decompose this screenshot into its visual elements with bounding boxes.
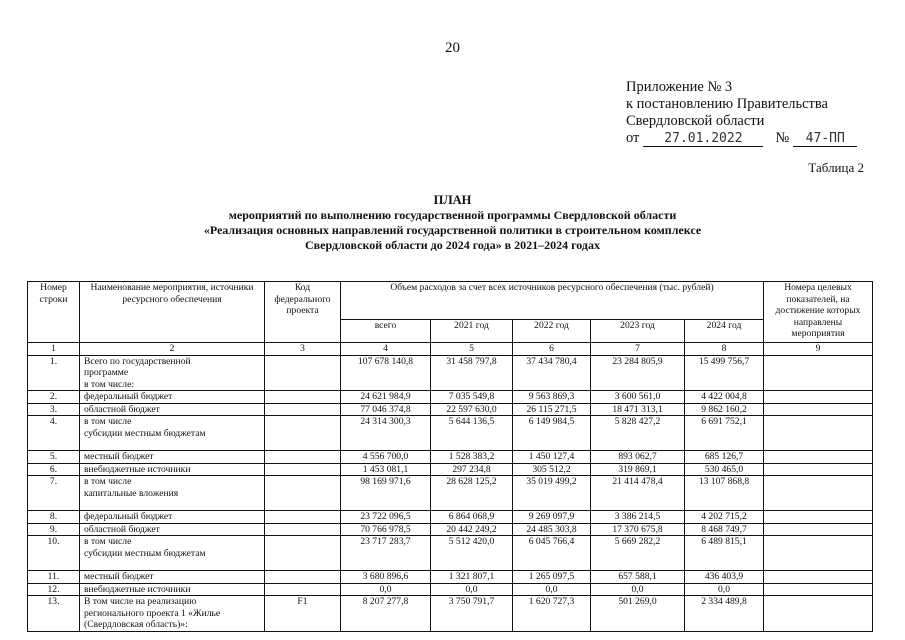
resolution-number: 47-ПП [793,132,857,147]
appendix-line3: Свердловской области [626,113,765,129]
appendix-line2: к постановлению Правительства [626,96,828,112]
header-2024: 2024 год [685,320,764,343]
project-code-cell [265,511,341,524]
year-2021-cell: 22 597 630,0 [431,403,513,416]
header-row-number: Номер строки [28,282,80,343]
total-cell: 77 046 374,8 [341,403,431,416]
total-cell: 24 621 984,9 [341,391,431,404]
appendix-line1: Приложение № 3 [626,79,733,95]
total-cell: 0,0 [341,583,431,596]
column-number: 1 [28,343,80,356]
row-name-cell: в том числе субсидии местным бюджетам [80,416,265,451]
title-line2: мероприятий по выполнению государственной программы Свердловской области [228,208,677,222]
table-row [28,416,873,451]
appendix-block [626,79,857,147]
year-2021-cell: 31 458 797,8 [431,355,513,391]
project-code-cell [265,536,341,571]
year-2023-cell: 0,0 [591,583,685,596]
year-2022-cell: 24 485 303,8 [513,523,591,536]
targets-cell [764,391,873,404]
table-row [28,403,873,416]
total-cell: 1 453 081,1 [341,463,431,476]
row-number-cell: 8. [28,511,80,524]
year-2023-cell: 21 414 478,4 [591,476,685,511]
targets-cell [764,476,873,511]
header-2021: 2021 год [431,320,513,343]
total-cell: 98 169 971,6 [341,476,431,511]
column-number: 4 [341,343,431,356]
row-number-cell: 10. [28,536,80,571]
total-cell: 23 722 096,5 [341,511,431,524]
table-row [28,511,873,524]
year-2023-cell: 3 386 214,5 [591,511,685,524]
year-2024-cell: 13 107 868,8 [685,476,764,511]
project-code-cell [265,571,341,584]
year-2024-cell: 4 422 004,8 [685,391,764,404]
row-number-cell: 9. [28,523,80,536]
table-row [28,571,873,584]
project-code-cell: F1 [265,596,341,632]
row-name-cell: Всего по государственной программе в том числе: [80,355,265,391]
year-2024-cell: 4 202 715,2 [685,511,764,524]
header-name: Наименование мероприятия, источники ресурсного обеспечения [80,282,265,343]
table-row [28,476,873,511]
year-2024-cell: 15 499 756,7 [685,355,764,391]
row-name-cell: областной бюджет [80,523,265,536]
plan-table-body [28,355,873,631]
year-2021-cell: 20 442 249,2 [431,523,513,536]
year-2021-cell: 7 035 549,8 [431,391,513,404]
project-code-cell [265,391,341,404]
year-2022-cell: 1 265 097,5 [513,571,591,584]
header-code: Код федерального проекта [265,282,341,343]
year-2021-cell: 1 321 807,1 [431,571,513,584]
header-2023: 2023 год [591,320,685,343]
row-name-cell: в том числе субсидии местным бюджетам [80,536,265,571]
header-2022: 2022 год [513,320,591,343]
row-name-cell: внебюджетные источники [80,463,265,476]
column-number: 8 [685,343,764,356]
year-2024-cell: 2 334 489,8 [685,596,764,632]
title-line3: «Реализация основных направлений государственной политики в строительном комплексе [203,223,702,237]
year-2021-cell: 5 512 420,0 [431,536,513,571]
year-2023-cell: 893 062,7 [591,451,685,464]
header-volume: Объем расходов за счет всех источников ресурсного обеспечения (тыс. рублей) [341,282,764,320]
year-2024-cell: 6 691 752,1 [685,416,764,451]
year-2023-cell: 5 828 427,2 [591,416,685,451]
targets-cell [764,523,873,536]
year-2024-cell: 685 126,7 [685,451,764,464]
row-number-cell: 13. [28,596,80,632]
total-cell: 3 680 896,6 [341,571,431,584]
year-2023-cell: 5 669 282,2 [591,536,685,571]
year-2022-cell: 6 149 984,5 [513,416,591,451]
year-2023-cell: 657 588,1 [591,571,685,584]
page-number: 20 [445,40,460,56]
year-2024-cell: 8 468 749,7 [685,523,764,536]
year-2023-cell: 501 269,0 [591,596,685,632]
table-row [28,451,873,464]
row-number-cell: 6. [28,463,80,476]
table-row [28,523,873,536]
year-2023-cell: 319 869,1 [591,463,685,476]
year-2021-cell: 0,0 [431,583,513,596]
column-number: 6 [513,343,591,356]
year-2022-cell: 305 512,2 [513,463,591,476]
year-2022-cell: 6 045 766,4 [513,536,591,571]
header-total: всего [341,320,431,343]
project-code-cell [265,403,341,416]
row-name-cell: федеральный бюджет [80,391,265,404]
title-line4: Свердловской области до 2024 года» в 2021–2024 годах [305,238,600,252]
row-number-cell: 5. [28,451,80,464]
row-name-cell: областной бюджет [80,403,265,416]
row-number-cell: 11. [28,571,80,584]
row-name-cell: местный бюджет [80,451,265,464]
year-2022-cell: 35 019 499,2 [513,476,591,511]
appendix-signature-line [626,130,857,147]
row-name-cell: в том числе капитальные вложения [80,476,265,511]
year-2024-cell: 436 403,9 [685,571,764,584]
column-number: 3 [265,343,341,356]
row-number-cell: 2. [28,391,80,404]
project-code-cell [265,416,341,451]
row-number-cell: 3. [28,403,80,416]
project-code-cell [265,476,341,511]
year-2022-cell: 1 450 127,4 [513,451,591,464]
year-2023-cell: 3 600 561,0 [591,391,685,404]
column-number-row [28,343,873,356]
targets-cell [764,355,873,391]
column-number: 9 [764,343,873,356]
targets-cell [764,536,873,571]
year-2022-cell: 9 269 097,9 [513,511,591,524]
title-line1: ПЛАН [433,193,472,207]
targets-cell [764,596,873,632]
column-number: 7 [591,343,685,356]
resolution-date: 27.01.2022 [643,132,763,147]
year-2021-cell: 6 864 068,9 [431,511,513,524]
total-cell: 70 766 978,5 [341,523,431,536]
total-cell: 24 314 300,3 [341,416,431,451]
row-number-cell: 12. [28,583,80,596]
year-2022-cell: 37 434 780,4 [513,355,591,391]
plan-table [27,281,873,632]
total-cell: 23 717 283,7 [341,536,431,571]
targets-cell [764,416,873,451]
table-row [28,596,873,632]
year-2024-cell: 6 489 815,1 [685,536,764,571]
table-name: Таблица 2 [808,160,864,175]
total-cell: 107 678 140,8 [341,355,431,391]
project-code-cell [265,463,341,476]
targets-cell [764,583,873,596]
row-number-cell: 1. [28,355,80,391]
year-2023-cell: 18 471 313,1 [591,403,685,416]
project-code-cell [265,451,341,464]
project-code-cell [265,583,341,596]
row-name-cell: внебюджетные источники [80,583,265,596]
year-2021-cell: 1 528 383,2 [431,451,513,464]
column-number: 5 [431,343,513,356]
year-2023-cell: 23 284 805,9 [591,355,685,391]
year-2022-cell: 9 563 869,3 [513,391,591,404]
targets-cell [764,451,873,464]
project-code-cell [265,355,341,391]
targets-cell [764,571,873,584]
year-2022-cell: 0,0 [513,583,591,596]
total-cell: 8 207 277,8 [341,596,431,632]
number-label: № [775,130,790,146]
targets-cell [764,403,873,416]
row-number-cell: 7. [28,476,80,511]
row-number-cell: 4. [28,416,80,451]
table-row [28,583,873,596]
table-row [28,463,873,476]
table-row [28,391,873,404]
row-name-cell: В том числе на реализацию регионального проекта 1 «Жилье (Свердловская область)»: [80,596,265,632]
year-2021-cell: 297 234,8 [431,463,513,476]
year-2021-cell: 3 750 791,7 [431,596,513,632]
year-2024-cell: 530 465,0 [685,463,764,476]
targets-cell [764,511,873,524]
year-2021-cell: 5 644 136,5 [431,416,513,451]
year-2024-cell: 9 862 160,2 [685,403,764,416]
header-targets: Номера целевых показателей, на достижение которых направлены мероприятия [764,282,873,343]
document-title [0,193,905,253]
row-name-cell: федеральный бюджет [80,511,265,524]
year-2023-cell: 17 370 675,8 [591,523,685,536]
year-2021-cell: 28 628 125,2 [431,476,513,511]
targets-cell [764,463,873,476]
year-2024-cell: 0,0 [685,583,764,596]
year-2022-cell: 1 620 727,3 [513,596,591,632]
row-name-cell: местный бюджет [80,571,265,584]
column-number: 2 [80,343,265,356]
year-2022-cell: 26 115 271,5 [513,403,591,416]
from-label: от [626,130,640,146]
project-code-cell [265,523,341,536]
total-cell: 4 556 700,0 [341,451,431,464]
table-row [28,355,873,391]
table-row [28,536,873,571]
